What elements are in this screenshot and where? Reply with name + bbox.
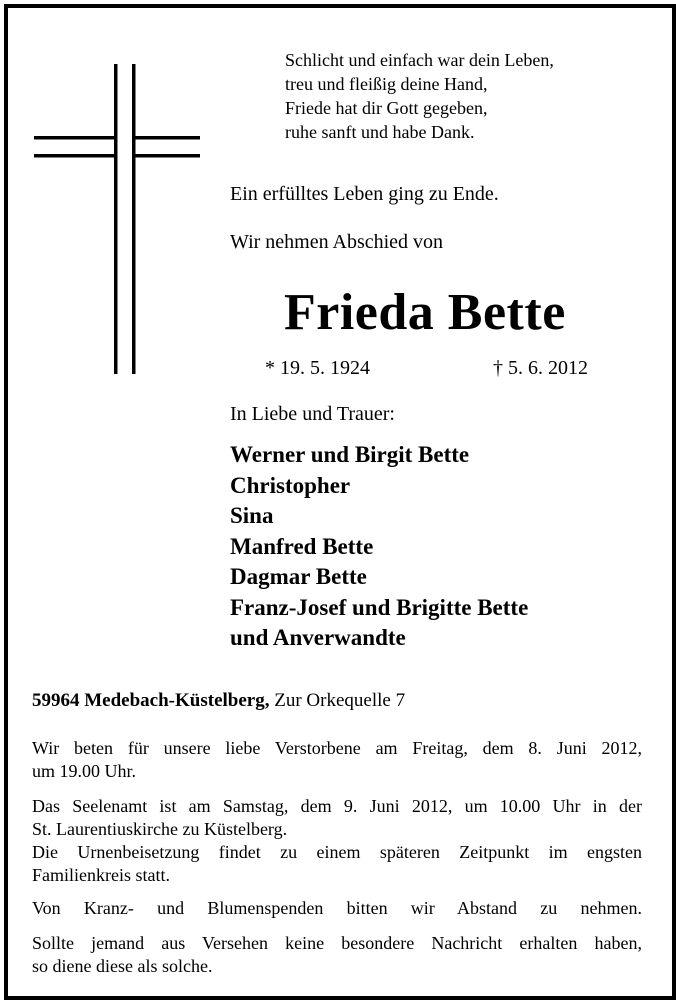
- paragraph-line: um 19.00 Uhr.: [32, 761, 137, 781]
- flowers-paragraph: [32, 897, 642, 920]
- poem-line: Schlicht und einfach war dein Leben,: [285, 50, 554, 70]
- mourner: Dagmar Bette: [230, 564, 367, 589]
- mourner: Werner und Birgit Bette: [230, 442, 470, 467]
- paragraph-line: so diene diese als solche.: [32, 956, 213, 976]
- poem-line: ruhe sanft und habe Dank.: [285, 122, 475, 142]
- requiem-paragraph: [32, 795, 642, 841]
- paragraph-line: Sollte jemand aus Versehen keine besondere Nachricht erhalten haben,: [32, 933, 642, 953]
- mourner: und Anverwandte: [230, 625, 406, 650]
- intro-line-2: Wir nehmen Abschied von: [230, 231, 444, 253]
- paragraph-line: Die Urnenbeisetzung findet zu einem späteren Zeitpunkt im engsten: [32, 842, 642, 862]
- burial-paragraph: [32, 841, 642, 887]
- mourners-list: [230, 440, 528, 654]
- prayer-paragraph: [32, 737, 642, 783]
- poem-line: Friede hat dir Gott gegeben,: [285, 98, 488, 118]
- cross-icon: [34, 64, 200, 374]
- mourner: Franz-Josef und Brigitte Bette: [230, 594, 529, 620]
- mourning-intro: In Liebe und Trauer:: [230, 403, 395, 425]
- birth-date: * 19. 5. 1924: [265, 357, 370, 379]
- mourner: Sina: [230, 503, 274, 528]
- poem-line: treu und fleißig deine Hand,: [285, 74, 488, 94]
- paragraph-line: Von Kranz- und Blumenspenden bitten wir Abstand zu nehmen.: [32, 898, 642, 918]
- intro-line-1: Ein erfülltes Leben ging zu Ende.: [230, 183, 499, 205]
- paragraph-line: St. Laurentiuskirche zu Küstelberg.: [32, 819, 288, 839]
- mourner: Christopher: [230, 472, 351, 498]
- paragraph-line: Familienkreis statt.: [32, 865, 170, 885]
- deceased-name: Frieda Bette: [284, 284, 566, 341]
- paragraph-line: Das Seelenamt ist am Samstag, dem 9. Juni 2012, um 10.00 Uhr in der: [32, 796, 642, 816]
- mourner: Manfred Bette: [230, 533, 374, 559]
- notification-paragraph: [32, 932, 642, 978]
- death-date: † 5. 6. 2012: [493, 357, 588, 379]
- poem: [285, 48, 554, 144]
- address: [32, 688, 405, 714]
- address-place: 59964 Medebach-Küstelberg,: [32, 690, 270, 711]
- paragraph-line: Wir beten für unsere liebe Verstorbene am Freitag, dem 8. Juni 2012,: [32, 738, 642, 758]
- address-street: Zur Orkequelle 7: [274, 690, 406, 711]
